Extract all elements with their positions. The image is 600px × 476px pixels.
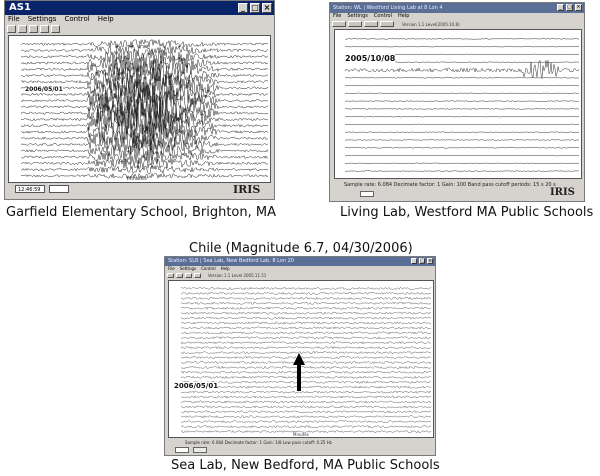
trace-line <box>345 116 579 117</box>
menu-help[interactable]: Help <box>97 15 114 23</box>
iris-logo: IRIS <box>233 183 261 196</box>
trace-line <box>181 356 431 358</box>
trace-line <box>181 426 431 428</box>
time-field <box>15 185 45 193</box>
toolbar-button[interactable] <box>18 25 27 33</box>
seismogram-traces <box>9 36 271 183</box>
trace-line <box>181 342 431 344</box>
toolbar-button[interactable] <box>380 21 394 27</box>
menu-bar <box>330 13 584 20</box>
x-axis-label: Minutes <box>293 432 309 437</box>
minimize-icon[interactable]: _ <box>412 258 416 264</box>
trace-line <box>345 85 579 86</box>
trace-line <box>181 337 431 339</box>
seismogram-plot <box>168 280 434 438</box>
caption-livinglab: Living Lab, Westford MA Public Schools <box>340 205 594 220</box>
trace-line <box>181 416 431 418</box>
menu-settings[interactable]: Settings <box>179 266 197 271</box>
date-label: 2005/10/08 <box>345 54 396 63</box>
trace-line <box>181 307 431 309</box>
seismogram-traces <box>335 30 582 179</box>
menu-control[interactable]: Control <box>64 15 90 23</box>
titlebar <box>330 3 584 13</box>
trace-line <box>181 406 431 408</box>
trace-line <box>345 77 579 78</box>
status-time: 12:46:59 <box>18 187 41 193</box>
toolbar-button[interactable] <box>364 21 378 27</box>
toolbar-button[interactable] <box>176 273 183 278</box>
iris-logo: IRIS <box>550 187 575 198</box>
toolbar <box>330 20 584 28</box>
titlebar <box>165 257 435 266</box>
menu-file[interactable]: File <box>168 266 175 271</box>
trace-line <box>181 361 431 363</box>
arrow-up-icon <box>293 353 305 391</box>
trace-line <box>345 101 579 102</box>
minimize-icon[interactable]: _ <box>238 3 248 13</box>
close-icon[interactable]: × <box>263 3 271 12</box>
close-icon[interactable]: × <box>428 258 433 264</box>
caption-garfield: Garfield Elementary School, Brighton, MA <box>6 205 276 220</box>
trace-line <box>345 39 579 40</box>
trace-line <box>181 332 431 334</box>
window-title: Station: SLB | Sea Lab, New Bedford Lab, 8 Lon 20 <box>168 258 294 264</box>
menu-control[interactable]: Control <box>373 13 392 19</box>
minimize-icon[interactable]: _ <box>557 4 564 11</box>
trace-line <box>181 302 431 304</box>
window-title: Station: WL | Westford Living Lab at 8 Lon 4 <box>333 5 443 11</box>
trace-line <box>181 421 431 423</box>
trace-line <box>181 312 431 314</box>
trace-line <box>345 46 579 47</box>
toolbar-button[interactable] <box>348 21 362 27</box>
window-title: AS1 <box>9 2 31 13</box>
date-label: 2006/05/01 <box>25 86 63 93</box>
toolbar <box>165 272 435 279</box>
trace-line <box>181 366 431 368</box>
trace-line <box>181 297 431 299</box>
toolbar-button[interactable] <box>29 25 38 33</box>
date-label: 2006/05/01 <box>174 382 219 390</box>
maximize-icon[interactable]: □ <box>420 258 425 264</box>
window-sealab <box>164 256 436 456</box>
maximize-icon[interactable]: □ <box>567 4 572 10</box>
trace-line <box>181 411 431 413</box>
trace-line <box>181 287 431 289</box>
menu-control[interactable]: Control <box>201 266 216 271</box>
trace-line <box>345 155 579 156</box>
toolbar <box>5 24 274 34</box>
toolbar-version: Version 1.1 Level(2005.10.8) <box>402 21 460 27</box>
center-title: Chile (Magnitude 6.7, 04/30/2006) <box>189 241 413 256</box>
trace-line <box>345 124 579 125</box>
maximize-icon[interactable]: □ <box>251 3 259 12</box>
close-icon[interactable]: × <box>576 4 581 10</box>
trace-line <box>181 352 431 354</box>
trace-line <box>181 327 431 329</box>
status-line: Sample rate: 6.084 Decimate factor: 1 Gain: 1/8 Low pass cutoff: 0.25 Hz <box>185 440 332 445</box>
toolbar-version: Version 1.1 Level 2005.11.51 <box>208 273 267 278</box>
status-field <box>193 447 207 453</box>
window-controls <box>238 3 272 13</box>
trace-line <box>181 376 431 378</box>
trace-line <box>21 166 268 175</box>
toolbar-button[interactable] <box>51 25 60 33</box>
menu-bar <box>5 15 274 24</box>
trace-line <box>181 371 431 373</box>
trace-line <box>181 391 431 393</box>
toolbar-button[interactable] <box>194 273 201 278</box>
trace-line <box>345 171 579 172</box>
menu-file[interactable]: File <box>333 13 342 19</box>
trace-line <box>181 396 431 398</box>
window-livinglab <box>329 2 585 202</box>
status-field <box>49 185 69 193</box>
window-controls <box>557 4 582 11</box>
window-garfield <box>4 0 275 200</box>
trace-line <box>345 132 579 133</box>
trace-line <box>345 147 579 148</box>
status-line: Sample rate: 6.084 Decimate factor: 1 Gain: 100 Band pass cutoff periods: 15 s 20 s <box>344 182 556 188</box>
trace-line <box>345 109 579 110</box>
trace-line <box>345 163 579 164</box>
seismogram-plot <box>334 29 582 179</box>
status-field <box>175 447 189 453</box>
toolbar-button[interactable] <box>185 273 192 278</box>
toolbar-button[interactable] <box>332 21 346 27</box>
toolbar-button[interactable] <box>7 25 16 33</box>
trace-line <box>181 347 431 349</box>
trace-line <box>181 322 431 324</box>
menu-file[interactable]: File <box>8 15 20 23</box>
toolbar-button[interactable] <box>167 273 174 278</box>
titlebar <box>5 1 274 15</box>
trace-line <box>181 317 431 319</box>
menu-help[interactable]: Help <box>397 13 410 19</box>
caption-sealab: Sea Lab, New Bedford, MA Public Schools <box>171 458 440 473</box>
trace-line <box>181 401 431 403</box>
toolbar-button[interactable] <box>40 25 49 33</box>
trace-line <box>181 292 431 294</box>
seismogram-plot <box>8 35 271 183</box>
window-controls <box>411 258 433 264</box>
trace-line <box>345 140 579 141</box>
trace-line <box>181 381 431 383</box>
status-field <box>360 191 374 197</box>
menu-help[interactable]: Help <box>220 266 230 271</box>
trace-line <box>21 45 268 56</box>
trace-line <box>181 386 431 388</box>
menu-settings[interactable]: Settings <box>347 13 368 19</box>
trace-line <box>345 93 579 94</box>
menu-settings[interactable]: Settings <box>27 15 57 23</box>
x-axis-label: Minutes <box>127 176 147 182</box>
trace-line <box>21 150 268 164</box>
